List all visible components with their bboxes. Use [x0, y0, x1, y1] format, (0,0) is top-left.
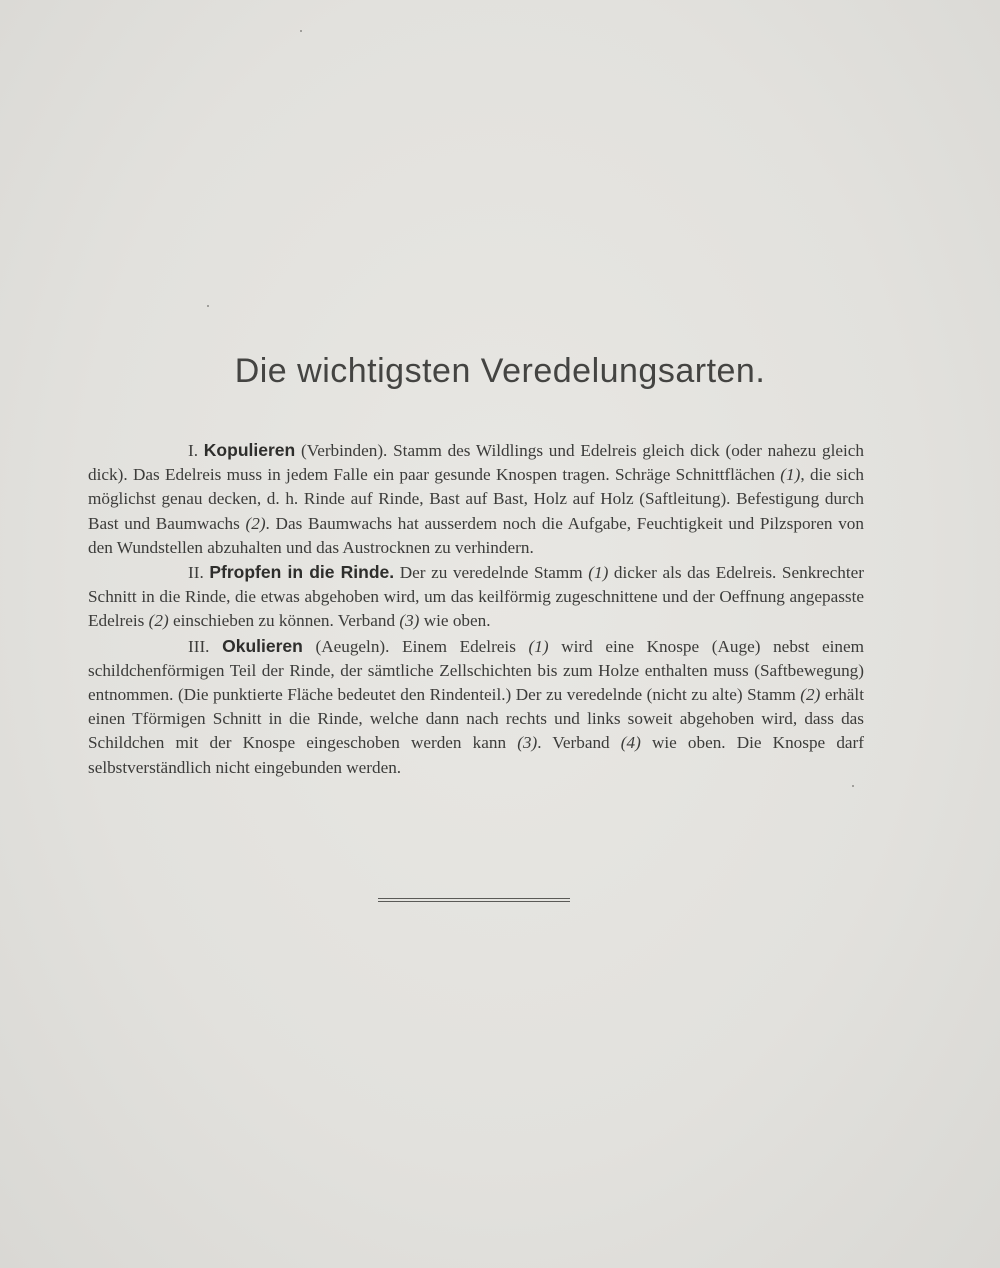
- figure-reference: (3): [399, 611, 420, 631]
- paper-speck: [207, 305, 209, 307]
- section-heading: Pfropfen in die Rinde.: [209, 562, 395, 583]
- figure-reference: (2): [800, 685, 821, 705]
- section-pfropfen: [88, 560, 864, 634]
- section-text: erhält einen: [88, 685, 864, 729]
- figure-reference: (3): [517, 733, 538, 753]
- paper-speck: [300, 30, 302, 32]
- section-okulieren: [88, 634, 864, 780]
- section-text: wird eine Knospe (Auge) nebst einem schildchenförmigen Teil der Rinde, der sämtliche Zellschichten bis zum Holze enthalten muss (Saftbewegung) entnommen. (Die punktierte Fläche bedeutet den Rindenteil.) Der zu veredelnde (nicht zu alte) Stamm: [88, 636, 865, 705]
- section-text: . Das Baumwachs hat ausserdem noch die Aufgabe, Feuchtigkeit und Pilzsporen von den Wundstellen abzuhalten und das Austrocknen zu verhindern.: [88, 513, 864, 557]
- section-text: (Aeugeln). Einem Edelreis: [302, 636, 529, 656]
- section-text: dicker als das Edelreis. Senkrechter Schnitt in die Rinde, die etwas abgehoben wird, um das keilförmig zugeschnittene und der Oeffnung angepasste Edelreis: [88, 563, 864, 631]
- section-heading: Okulieren: [222, 635, 303, 656]
- document-body: [88, 438, 864, 780]
- t-shape-glyph: T: [132, 709, 143, 729]
- divider-line: [378, 898, 570, 899]
- paper-speck: [852, 785, 854, 787]
- section-kopulieren: [88, 438, 864, 560]
- section-number: II.: [188, 563, 204, 583]
- section-text: (Verbinden). Stamm des Wildlings und Edelreis gleich dick (oder nahezu gleich dick). Das Edelreis muss in jedem Falle ein paar gesunde Knospen tragen. Schräge Schnittflächen: [88, 441, 864, 485]
- figure-reference: (1): [780, 465, 801, 485]
- section-number: I.: [188, 441, 199, 460]
- section-text: einschieben zu können. Verband: [168, 611, 400, 631]
- figure-reference: (2): [148, 611, 169, 631]
- double-rule-divider: [378, 897, 570, 903]
- section-text: , die sich möglichst genau decken, d. h. Rinde auf Rinde, Bast auf Bast, Holz auf Holz (Saftleitung). Befestigung durch Bast und Baumwachs: [88, 465, 864, 533]
- section-text: wie oben. Die Knospe darf selbstverständlich nicht eingebunden werden.: [88, 733, 864, 777]
- section-text: Der zu veredelnde Stamm: [394, 563, 589, 583]
- figure-reference: (1): [588, 563, 609, 583]
- figure-reference: (1): [528, 636, 549, 656]
- section-number: III.: [188, 636, 210, 656]
- figure-reference: (2): [245, 513, 266, 533]
- figure-reference: (4): [620, 733, 641, 753]
- section-text: förmigen Schnitt in die Rinde, welche dann nach rechts und links soweit abgehoben wird, dass das Schildchen mit der Knospe eingeschoben werden kann: [88, 709, 864, 753]
- section-text: wie oben.: [419, 611, 491, 631]
- page-title: Die wichtigsten Veredelungsarten.: [234, 352, 766, 390]
- section-text: . Verband: [537, 733, 621, 753]
- divider-line: [378, 901, 570, 902]
- section-heading: Kopulieren: [203, 440, 296, 460]
